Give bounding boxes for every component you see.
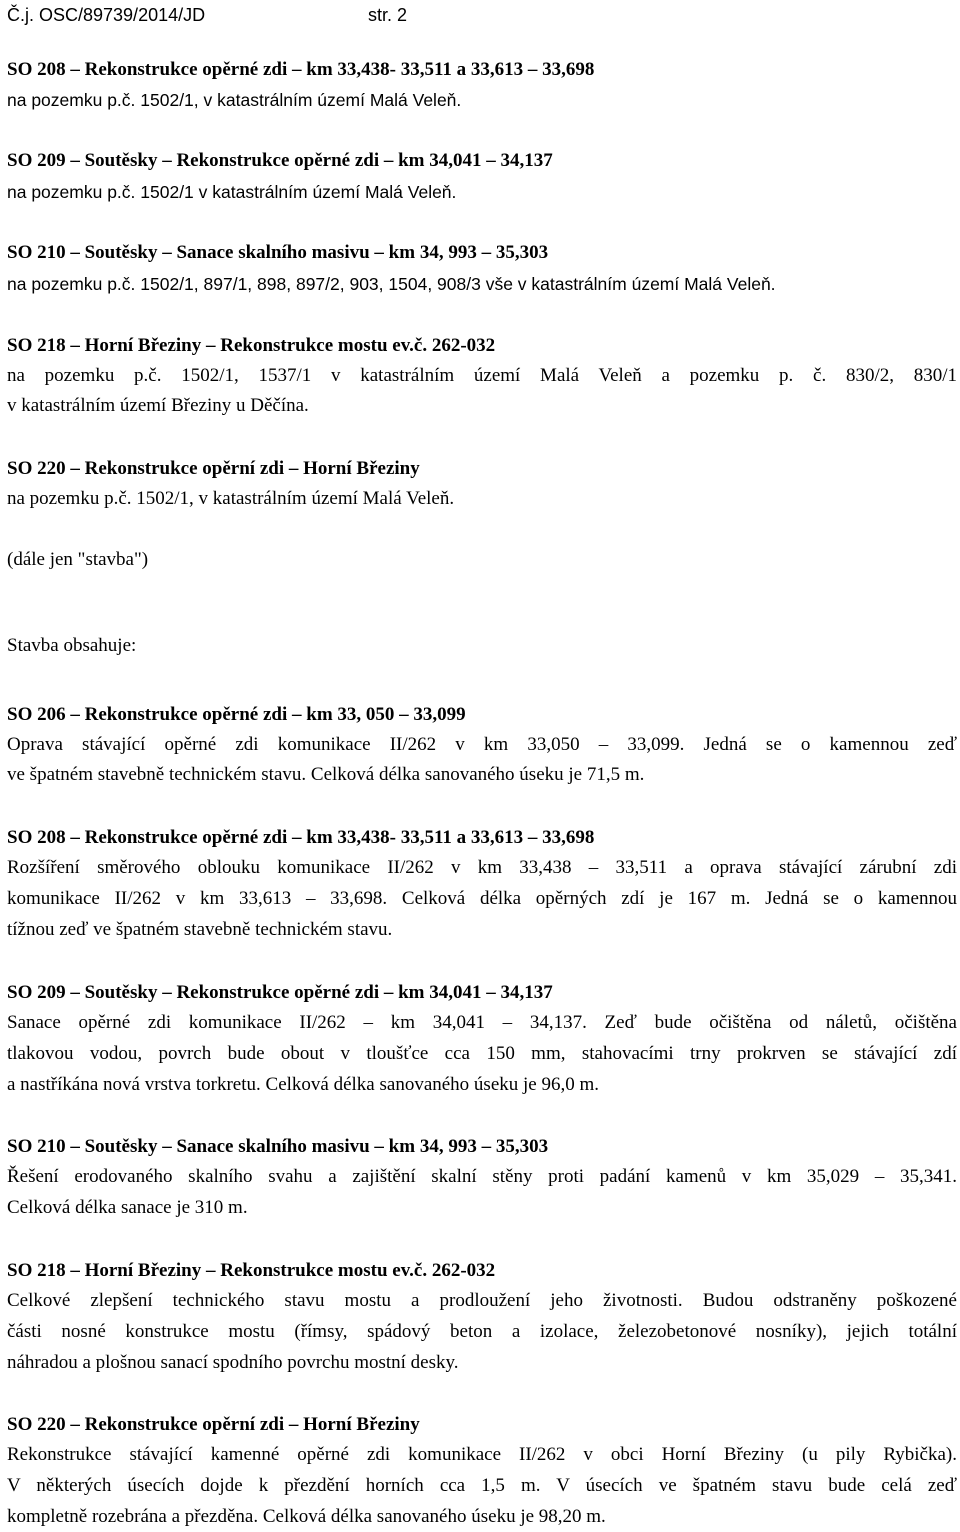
top-item-location: na pozemku p.č. 1502/1, 897/1, 898, 897/2, 903, 1504, 908/3 vše v katastrálním území Malá Veleň. <box>7 274 776 294</box>
section-title: SO 210 – Soutěsky – Sanace skalního masivu – km 34, 993 – 35,303 <box>7 1136 549 1157</box>
top-item-title: SO 209 – Soutěsky – Rekonstrukce opěrné zdi – km 34,041 – 34,137 <box>7 150 553 171</box>
section-text-line: tížnou zeď ve špatném stavebně technickém stavu. <box>7 919 393 940</box>
stavba-obsahuje-heading: Stavba obsahuje: <box>7 635 137 656</box>
page-header <box>7 4 408 26</box>
section-title: SO 206 – Rekonstrukce opěrné zdi – km 33, 050 – 33,099 <box>7 704 466 725</box>
section-text-line: Oprava stávající opěrné zdi komunikace II/262 v km 33,050 – 33,099. Jedná se o kamennou zeď <box>7 734 957 755</box>
top-item-location: na pozemku p.č. 1502/1, 1537/1 v katastrálním území Malá Veleň a pozemku p. č. 830/2, 830/1 <box>7 365 957 386</box>
top-item-location: na pozemku p.č. 1502/1 v katastrálním území Malá Veleň. <box>7 182 457 202</box>
section-text-line: ve špatném stavebně technickém stavu. Celková délka sanovaného úseku je 71,5 m. <box>7 764 645 785</box>
section-text-line: Řešení erodovaného skalního svahu a zajištění skalní stěny proti padání kamenů v km 35,029 – 35,341. <box>7 1166 957 1187</box>
top-item-title: SO 220 – Rekonstrukce opěrní zdi – Horní Březiny <box>7 458 420 479</box>
section-text-line: Celkové zlepšení technického stavu mostu a prodloužení jeho životnosti. Budou odstraněny poškozené <box>7 1290 957 1311</box>
section-text-line: Rozšíření směrového oblouku komunikace II/262 v km 33,438 – 33,511 a oprava stávající zárubní zdi <box>7 857 957 878</box>
page-number: str. 2 <box>368 5 408 25</box>
section-title: SO 208 – Rekonstrukce opěrné zdi – km 33,438- 33,511 a 33,613 – 33,698 <box>7 827 595 848</box>
section-text-line: komunikace II/262 v km 33,613 – 33,698. Celková délka opěrných zdí je 167 m. Jedná se o kamennou <box>7 888 957 909</box>
top-item-location: na pozemku p.č. 1502/1, v katastrálním území Malá Veleň. <box>7 488 455 509</box>
section-text-line: tlakovou vodou, povrch bude obout v tloušťce cca 150 mm, stahovacími trny prokrven se stávající zdí <box>7 1043 957 1064</box>
section-text-line: části nosné konstrukce mostu (římsy, spádový beton a izolace, železobetonové nosníky), jejich totální <box>7 1321 957 1342</box>
section-text-line: náhradou a plošnou sanací spodního povrchu mostní desky. <box>7 1352 459 1373</box>
section-text-line: kompletně rozebrána a přezděna. Celková délka sanovaného úseku je 98,20 m. <box>7 1506 606 1527</box>
top-item-title: SO 210 – Soutěsky – Sanace skalního masivu – km 34, 993 – 35,303 <box>7 242 549 263</box>
section-title: SO 209 – Soutěsky – Rekonstrukce opěrné zdi – km 34,041 – 34,137 <box>7 982 553 1003</box>
section-text-line: Sanace opěrné zdi komunikace II/262 – km 34,041 – 34,137. Zeď bude očištěna od náletů, očištěna <box>7 1012 957 1033</box>
dale-jen-note: (dále jen "stavba") <box>7 549 149 570</box>
top-item-title: SO 208 – Rekonstrukce opěrné zdi – km 33,438- 33,511 a 33,613 – 33,698 <box>7 59 595 80</box>
section-text-line: Rekonstrukce stávající kamenné opěrné zdi komunikace II/262 v obci Horní Březiny (u pily Rybička). <box>7 1444 957 1465</box>
section-text-line: V některých úsecích dojde k přezdění horních cca 1,5 m. V úsecích ve špatném stavu bude celá zeď <box>7 1475 957 1496</box>
top-item-location: na pozemku p.č. 1502/1, v katastrálním území Malá Veleň. <box>7 90 462 110</box>
section-text-line: a nastříkána nová vrstva torkretu. Celková délka sanovaného úseku je 96,0 m. <box>7 1074 599 1095</box>
section-text-line: Celková délka sanace je 310 m. <box>7 1197 248 1218</box>
top-item-title: SO 218 – Horní Březiny – Rekonstrukce mostu ev.č. 262-032 <box>7 335 496 356</box>
reference-number: Č.j. OSC/89739/2014/JD <box>7 5 206 25</box>
top-item-location-cont: v katastrálním území Březiny u Děčína. <box>7 395 309 416</box>
section-title: SO 218 – Horní Březiny – Rekonstrukce mostu ev.č. 262-032 <box>7 1260 496 1281</box>
section-title: SO 220 – Rekonstrukce opěrní zdi – Horní Březiny <box>7 1414 420 1435</box>
